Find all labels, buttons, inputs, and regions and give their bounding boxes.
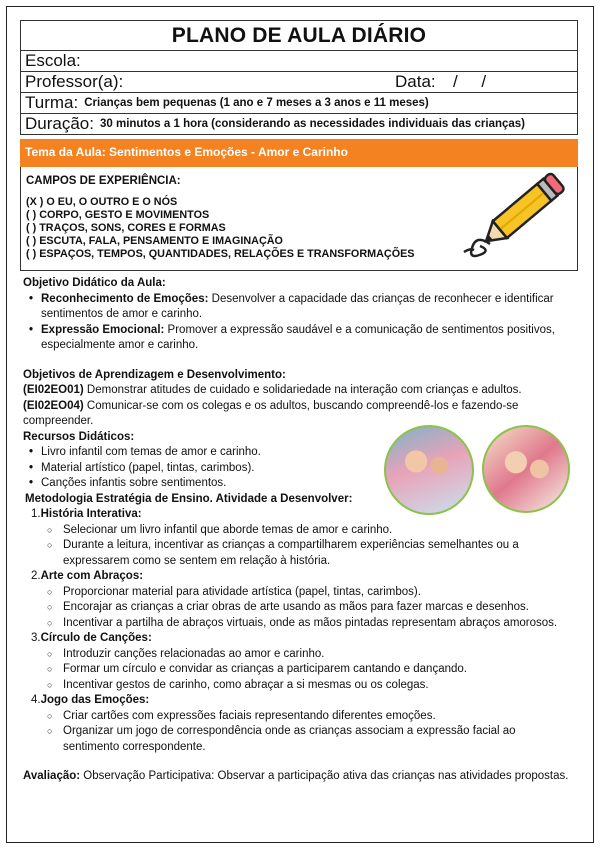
objetivo-title: Objetivo Didático da Aula: [23, 277, 166, 289]
data-slashes: / / [453, 72, 487, 91]
objetivo-list [23, 292, 575, 354]
professor-label: Professor(a): [25, 72, 124, 91]
list-item: ○ Formar um círculo e convidar as crianças a participarem cantando e dançando. [23, 662, 575, 678]
avaliacao [23, 769, 575, 785]
aprendizagem-item [23, 399, 575, 430]
section-title: Arte com Abraços: [40, 570, 144, 582]
section-list [23, 523, 575, 570]
section-number: 3. [31, 632, 41, 644]
list-item: ○ Proporcionar material para atividade artística (papel, tintas, carimbos). [23, 585, 575, 601]
turma-value: Crianças bem pequenas (1 ano e 7 meses a 3 anos e 11 meses) [84, 97, 429, 109]
section-number: 1. [31, 508, 41, 520]
section-title: História Interativa: [40, 508, 142, 520]
turma-label: Turma: [25, 93, 79, 112]
section-heading [23, 693, 575, 709]
turma-row [20, 93, 578, 114]
item-text: Demonstrar atitudes de cuidado e solidariedade na interação com crianças e adultos. [83, 384, 522, 396]
item-label: Expressão Emocional: [41, 323, 165, 336]
list-item: ○ Durante a leitura, incentivar as crianças a compartilharem experiências semelhantes ou a expressarem como se sentem em relação à história. [23, 538, 575, 569]
section-heading [23, 507, 575, 523]
section-title: Círculo de Canções: [40, 632, 152, 644]
lesson-content [23, 276, 575, 785]
campo-item: ( ) CORPO, GESTO E MOVIMENTOS [26, 209, 210, 221]
list-item: ○ Incentivar gestos de carinho, como abraçar a si mesmas ou os colegas. [23, 678, 575, 694]
list-item [23, 292, 575, 323]
section-number: 4. [31, 694, 41, 706]
list-item: ○ Introduzir canções relacionadas ao amor e carinho. [23, 647, 575, 663]
list-item: ○ Organizar um jogo de correspondência onde as crianças associam a expressão facial ao sentimento correspondente. [23, 724, 575, 755]
data-label: Data: [395, 72, 436, 91]
duracao-row [20, 114, 578, 135]
bncc-code: (EI02EO01) [23, 384, 84, 396]
list-item [23, 323, 575, 354]
aprendizagem-title: Objetivos de Aprendizagem e Desenvolvimento: [23, 368, 286, 381]
list-item: ○ Selecionar um livro infantil que aborde temas de amor e carinho. [23, 523, 575, 539]
section-list [23, 585, 575, 632]
section-title: Jogo das Emoções: [40, 694, 150, 706]
section-heading [23, 569, 575, 585]
list-item: • Livro infantil com temas de amor e carinho. [23, 445, 575, 461]
list-item: ○ Encorajar as crianças a criar obras de arte usando as mãos para fazer marcas e desenhos. [23, 600, 575, 616]
page-title: PLANO DE AULA DIÁRIO [20, 20, 578, 51]
campo-item: (X ) O EU, O OUTRO E O NÓS [26, 196, 178, 208]
list-item: ○ Incentivar a partilha de abraços virtuais, onde as mãos pintadas representam abraços amorosos. [23, 616, 575, 632]
recursos-title: Recursos Didáticos: [23, 430, 135, 443]
avaliacao-label: Avaliação: [23, 770, 81, 782]
pencil-icon [458, 172, 568, 262]
item-text: Desenvolver a capacidade das crianças de reconhecer e identificar sentimentos de amor e carinho. [41, 292, 554, 320]
recursos-list [23, 445, 575, 492]
tema-bar: Tema da Aula: Sentimentos e Emoções - Amor e Carinho [20, 139, 578, 167]
bncc-code: (EI02EO04) [23, 399, 84, 412]
aprendizagem-item [23, 383, 575, 399]
item-label: Reconhecimento de Emoções: [41, 292, 209, 305]
list-item: • Canções infantis sobre sentimentos. [23, 476, 575, 492]
campo-item: ( ) TRAÇOS, SONS, CORES E FORMAS [26, 222, 226, 234]
campo-item: ( ) ESPAÇOS, TEMPOS, QUANTIDADES, RELAÇÕES E TRANSFORMAÇÕES [26, 248, 415, 260]
section-number: 2. [31, 570, 41, 582]
escola-row [20, 51, 578, 72]
item-text: Promover a expressão saudável e a comunicação de sentimentos positivos, especialmente amor e carinho. [41, 323, 555, 351]
item-text: Comunicar-se com os colegas e os adultos, buscando compreendê-los e fazendo-se compreender. [23, 399, 519, 427]
avaliacao-text: Observação Participativa: Observar a participação ativa das crianças nas atividades propostas. [80, 770, 569, 782]
section-list [23, 647, 575, 694]
duracao-value: 30 minutos a 1 hora (considerando as necessidades individuais das crianças) [99, 118, 526, 130]
campo-item: ( ) ESCUTA, FALA, PENSAMENTO E IMAGINAÇÃO [26, 235, 283, 247]
list-item: ○ Criar cartões com expressões faciais representando diferentes emoções. [23, 709, 575, 725]
section-heading [23, 631, 575, 647]
section-list [23, 709, 575, 756]
list-item: • Material artístico (papel, tintas, carimbos). [23, 461, 575, 477]
duracao-label: Duração: [25, 114, 94, 133]
escola-label: Escola: [25, 51, 81, 70]
campos-title: CAMPOS DE EXPERIÊNCIA: [26, 175, 181, 187]
metodologia-title: Metodologia Estratégia de Ensino. Atividade a Desenvolver: [25, 492, 353, 505]
professor-row [20, 72, 578, 93]
